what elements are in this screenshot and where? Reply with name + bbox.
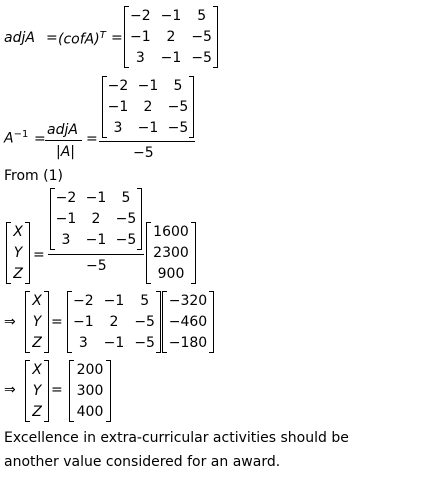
equals-sign: =	[51, 382, 63, 398]
matrix-cell: 5	[197, 8, 207, 25]
matrix-cell: 3	[135, 49, 145, 66]
fraction-denominator: |A|	[56, 144, 76, 160]
matrix-cell: −1	[103, 334, 125, 351]
xyz-vector	[25, 291, 49, 353]
implies-symbol: ⇒	[4, 382, 16, 398]
variable-z: Z	[32, 403, 42, 420]
implies-symbol: ⇒	[4, 314, 16, 330]
matrix-cell: −5	[115, 231, 137, 248]
adj-matrix	[102, 76, 194, 138]
matrix-cell: 3	[113, 119, 123, 136]
vector-cell: 400	[76, 403, 104, 420]
variable-x: X	[13, 224, 23, 241]
matrix-cell: 2	[166, 28, 176, 45]
matrix-cell: 2	[109, 313, 119, 330]
matrix-cell: −1	[73, 313, 94, 330]
variable-x: X	[32, 293, 42, 310]
equals-sign: =	[111, 30, 123, 46]
closing-text-line-2: another value considered for an award.	[4, 454, 281, 470]
matrix-cell: −2	[73, 293, 94, 310]
vector-cell: −180	[168, 334, 208, 351]
fraction-bar	[48, 254, 144, 255]
adj-matrix	[67, 291, 161, 353]
vector-cell: −320	[168, 293, 208, 310]
vector-cell: 2300	[153, 244, 189, 261]
variable-y: Y	[13, 244, 23, 261]
denominator-value: −5	[133, 145, 154, 161]
matrix-cell: −1	[55, 210, 77, 227]
matrix-cell: −5	[191, 49, 212, 66]
matrix-cell: 2	[143, 98, 153, 115]
matrix-cell: 5	[121, 190, 131, 207]
matrix-cell: −1	[107, 98, 129, 115]
from-label: From (1)	[4, 168, 63, 184]
matrix-cell: −5	[167, 119, 189, 136]
product-vector	[162, 291, 214, 353]
denominator-value: −5	[86, 258, 107, 274]
vector-cell: 1600	[153, 224, 189, 241]
matrix-cell: 5	[140, 293, 150, 310]
variable-z: Z	[13, 265, 23, 282]
matrix-cell: −1	[85, 190, 107, 207]
vector-cell: 900	[157, 265, 185, 282]
variable-z: Z	[32, 334, 42, 351]
equals-sign: =	[51, 314, 63, 330]
matrix-cell: −5	[167, 98, 189, 115]
matrix-cell: −2	[130, 8, 151, 25]
matrix-cell: −1	[85, 231, 107, 248]
fraction-numerator: adjA	[47, 122, 78, 138]
xyz-vector	[25, 360, 49, 422]
equals-sign: =	[46, 30, 58, 46]
matrix-cell: −5	[191, 28, 212, 45]
matrix-cell: −1	[160, 49, 182, 66]
variable-x: X	[32, 362, 42, 379]
variable-y: Y	[32, 382, 42, 399]
matrix-cell: −5	[134, 313, 155, 330]
variable-y: Y	[32, 313, 42, 330]
matrix-cell: −5	[115, 210, 137, 227]
vector-cell: −460	[168, 313, 208, 330]
matrix-cell: 3	[61, 231, 71, 248]
matrix-cell: −1	[137, 119, 159, 136]
matrix-cell: 3	[78, 334, 88, 351]
cof-a-transpose: (cofA)$^T$	[58, 30, 106, 48]
equals-sign: =	[33, 247, 45, 263]
rhs-vector	[146, 222, 196, 284]
vector-cell: 200	[76, 362, 104, 379]
adj-matrix	[50, 188, 142, 250]
matrix-cell: −1	[103, 293, 125, 310]
matrix-cell: 5	[173, 78, 183, 95]
vector-cell: 300	[76, 382, 104, 399]
a-inverse-label: $A^{-1}$	[4, 129, 29, 147]
matrix-cell: −1	[130, 28, 151, 45]
matrix-cell: −2	[55, 190, 77, 207]
matrix-cell: −5	[134, 334, 155, 351]
result-vector	[69, 360, 111, 422]
fraction-bar	[45, 140, 82, 141]
equals-sign: =	[86, 131, 98, 147]
xyz-vector	[6, 222, 30, 284]
matrix-cell: −2	[107, 78, 129, 95]
matrix-cell: −1	[137, 78, 159, 95]
matrix-cell: 2	[91, 210, 101, 227]
closing-text-line-1: Excellence in extra-curricular activities should be	[4, 430, 349, 446]
equals-sign: =	[34, 131, 46, 147]
matrix-cell: −1	[160, 8, 182, 25]
fraction-bar	[99, 141, 195, 142]
adj-a-label: adjA	[4, 30, 35, 46]
adj-matrix	[124, 6, 218, 68]
